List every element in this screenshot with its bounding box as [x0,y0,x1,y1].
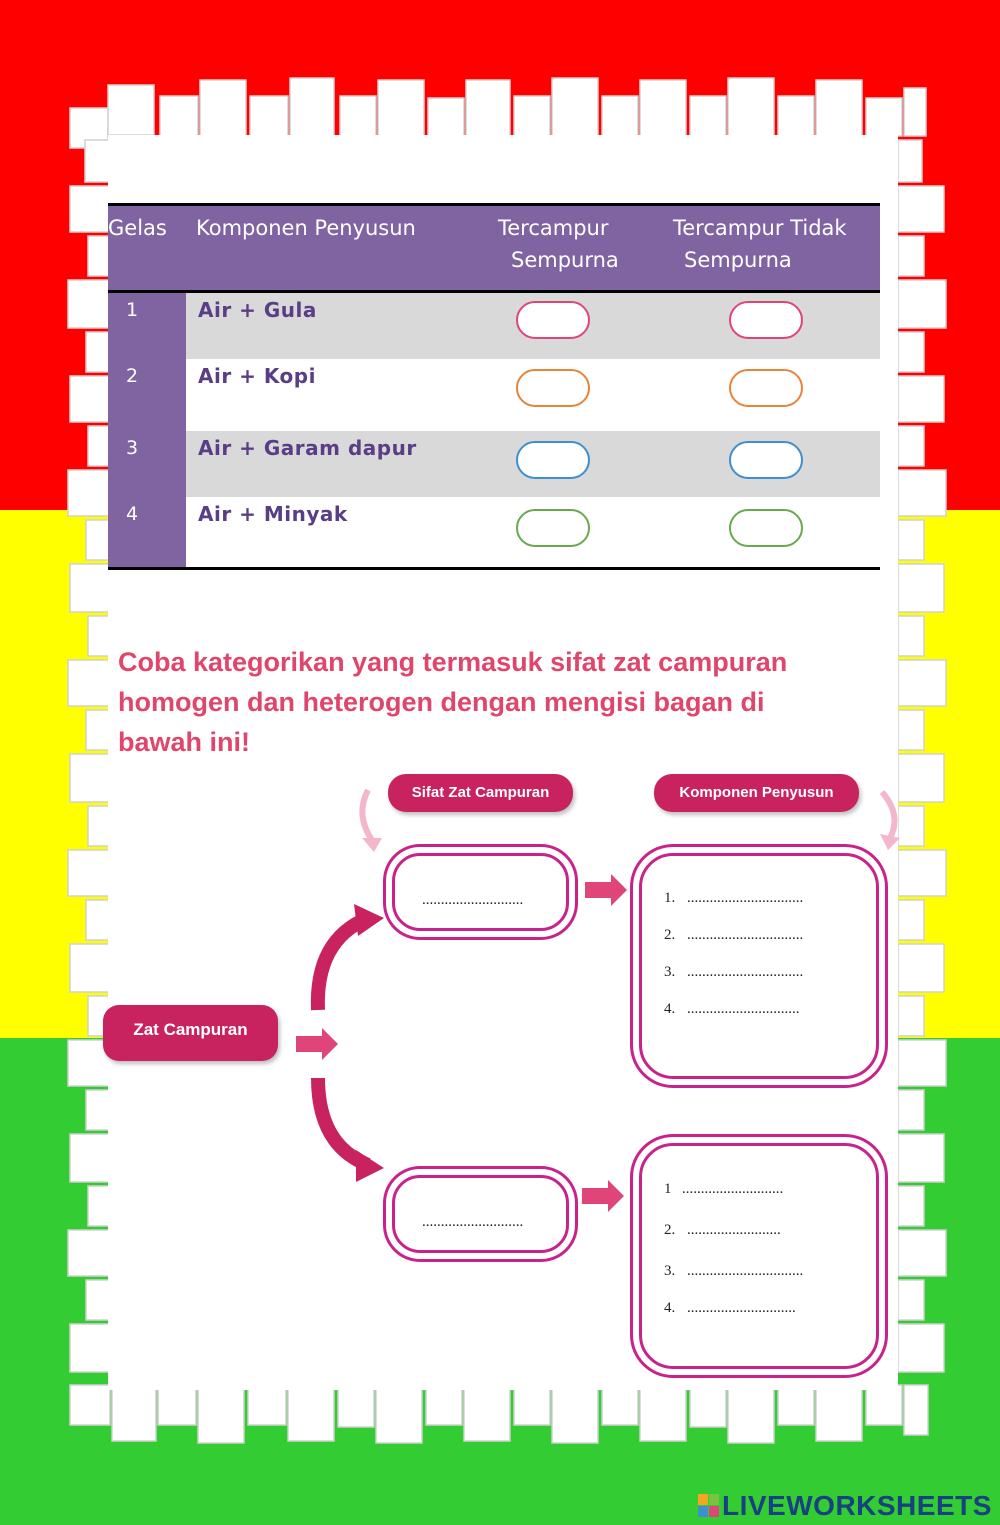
curve-arrow-right-icon [882,792,895,838]
liveworksheets-logo-icon [698,1494,720,1518]
liveworksheets-watermark: LIVEWORKSHEETS [722,1490,992,1521]
header-tercampur: Tercampur [498,216,609,240]
instruction-line-2: homogen dan heterogen dengan mengisi bagan di [118,687,765,717]
row-number: 3 [108,431,186,497]
row-component: Air + Gula [198,298,317,322]
row-component: Air + Minyak [198,502,348,526]
curved-arrow-down-icon [318,1078,368,1165]
answer-box-sifat-bottom[interactable]: ........................... [392,1175,569,1253]
answer-box-komponen-bottom[interactable]: 1 ........................... 2. ......................... 3. ............................... 4. ............................. [639,1143,879,1369]
row-component: Air + Garam dapur [198,436,417,460]
header-sempurna-2: Sempurna [684,248,792,272]
instruction-line-1: Coba kategorikan yang termasuk sifat zat campuran [118,647,788,677]
curve-arrow-left-icon [362,790,372,840]
row-component: Air + Kopi [198,364,316,388]
tag-sifat-zat-campuran: Sifat Zat Campuran [388,774,573,812]
root-zat-campuran: Zat Campuran [103,1005,278,1061]
row-number: 4 [108,497,186,567]
answer-box-sifat-top[interactable]: ........................... [392,853,569,931]
row-number: 1 [108,293,186,359]
header-sempurna: Sempurna [511,248,619,272]
header-tercampur-tidak: Tercampur Tidak [673,216,847,240]
row-number: 2 [108,359,186,431]
answer-box-komponen-top[interactable]: 1. ............................... 2. ............................... 3. ............................... 4. .............................. [639,853,879,1079]
header-komponen: Komponen Penyusun [196,216,416,240]
tag-komponen-penyusun: Komponen Penyusun [654,774,859,812]
header-gelas: Gelas [108,216,167,240]
instruction-line-3: bawah ini! [118,727,251,757]
